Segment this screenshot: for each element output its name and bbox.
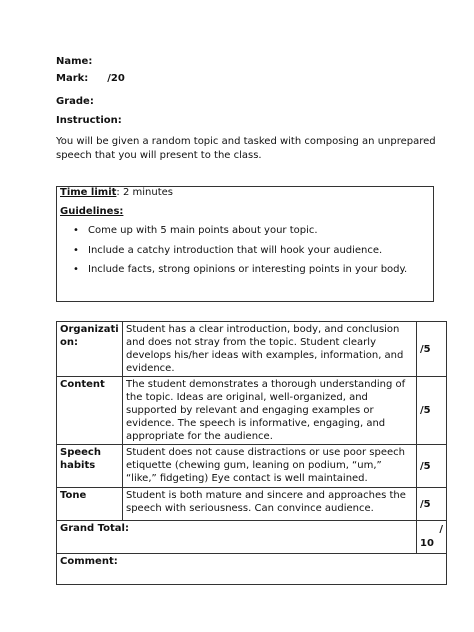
score-cell: /5	[417, 322, 447, 377]
instruction-text: You will be given a random topic and tasked with composing an unprepared speech that you will present to the class.	[56, 136, 436, 161]
comment-label: Comment:	[57, 554, 447, 585]
criterion-cell: Tone	[57, 488, 123, 521]
criterion-cell: Organization:	[57, 322, 123, 377]
name-label: Name:	[56, 56, 93, 67]
guidelines-label: Guidelines:	[60, 206, 124, 217]
bullet-icon: •	[73, 225, 79, 236]
table-row	[57, 377, 447, 445]
score-cell: /5	[417, 488, 447, 521]
instruction-label: Instruction:	[56, 115, 122, 126]
mark-score: /20	[107, 73, 125, 84]
grand-total-score: / 10	[417, 521, 447, 554]
description-cell: Student has a clear introduction, body, and conclusion and does not stray from the topic. Student clearly develops his/her ideas with examples, information, and evidence.	[123, 322, 417, 377]
mark-line	[56, 73, 125, 84]
guidelines-box: Time limit: 2 minutes Guidelines: • Come up with 5 main points about your topic. • Include a catchy introduction that will hook your audience. • Include facts, strong opinions or interesting points in your body.	[56, 186, 434, 302]
time-limit-value: : 2 minutes	[116, 187, 173, 198]
score-cell: /5	[417, 377, 447, 445]
time-limit-label: Time limit	[60, 187, 117, 198]
description-cell: The student demonstrates a thorough understanding of the topic. Ideas are original, well-organized, and supported by relevant and engaging examples or evidence. The speech is informative, engaging, and appropriate for the audience.	[123, 377, 417, 445]
rubric-table	[56, 321, 447, 585]
criterion-cell: Speech habits	[57, 445, 123, 488]
table-row	[57, 445, 447, 488]
grand-total-row	[57, 521, 447, 554]
description-cell: Student does not cause distractions or use poor speech etiquette (chewing gum, leaning on podium, “um,” “like,” fidgeting) Eye contact is well maintained.	[123, 445, 417, 488]
criterion-cell: Content	[57, 377, 123, 445]
grade-label: Grade:	[56, 96, 94, 107]
table-row	[57, 322, 447, 377]
grand-total-label: Grand Total:	[57, 521, 417, 554]
comment-row	[57, 554, 447, 585]
table-row	[57, 488, 447, 521]
description-cell: Student is both mature and sincere and approaches the speech with seriousness. Can convince audience.	[123, 488, 417, 521]
mark-label: Mark:	[56, 73, 89, 84]
time-limit	[60, 187, 173, 198]
bullet-icon: •	[73, 245, 79, 256]
score-cell: /5	[417, 445, 447, 488]
bullet-icon: •	[73, 264, 79, 275]
